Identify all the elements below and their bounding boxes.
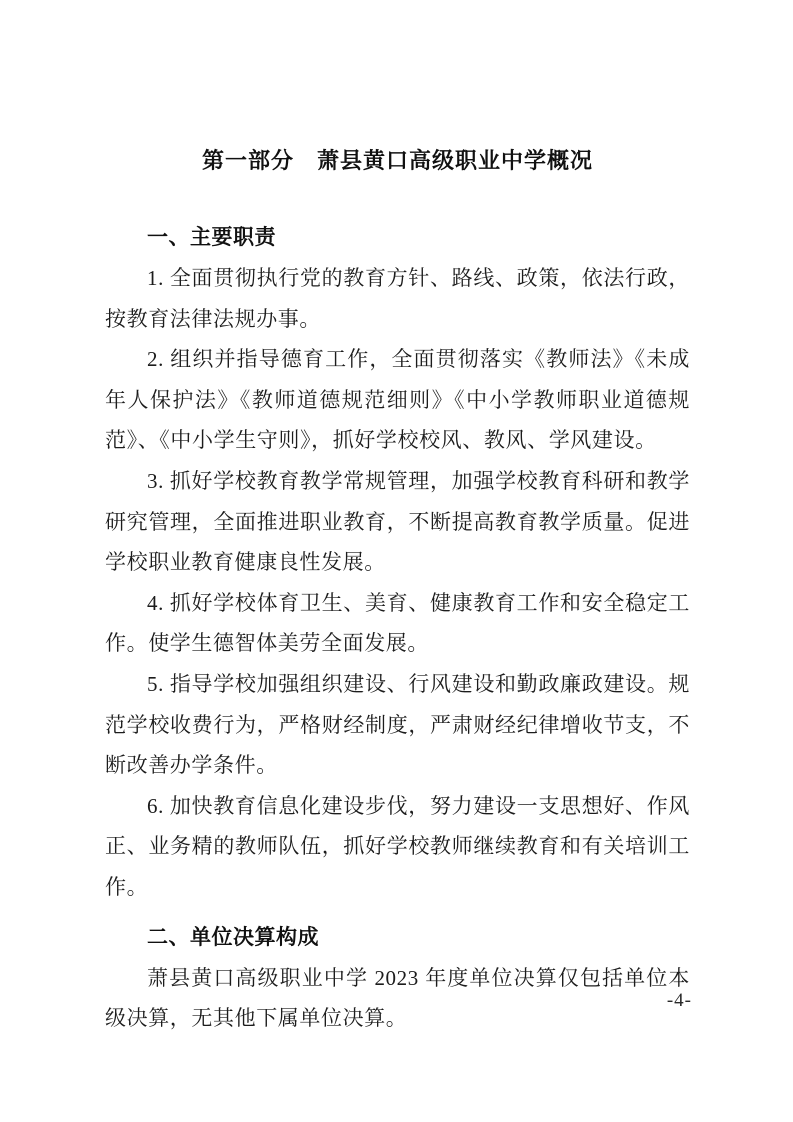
paragraph-composition-1: 萧县黄口高级职业中学 2023 年度单位决算仅包括单位本级决算，无其他下属单位决算。 (105, 965, 690, 1031)
page-number: -4- (666, 990, 692, 1011)
paragraph-duty-4: 4. 抓好学校体育卫生、美育、健康教育工作和安全稳定工作。使学生德智体美劳全面发展。 (105, 590, 690, 656)
document-title: 第一部分 萧县黄口高级职业中学概况 (201, 148, 593, 173)
section-heading-main-duties: 一、主要职责 (147, 226, 276, 249)
paragraph-duty-1: 1. 全面贯彻执行党的教育方针、路线、政策，依法行政，按教育法律法规办事。 (105, 266, 690, 331)
paragraph-duty-3: 3. 抓好学校教育教学常规管理，加强学校教育科研和教学研究管理，全面推进职业教育，不断提高教育教学质量。促进学校职业教育健康良性发展。 (105, 468, 690, 575)
paragraph-duty-2: 2. 组织并指导德育工作，全面贯彻落实《教师法》《未成年人保护法》《教师道德规范细则》《中小学教师职业道德规范》、《中小学生守则》，抓好学校校风、教风、学风建设。 (105, 347, 690, 453)
paragraph-duty-5: 5. 指导学校加强组织建设、行风建设和勤政廉政建设。规范学校收费行为，严格财经制度，严肃财经纪律增收节支，不断改善办学条件。 (105, 671, 690, 778)
paragraph-duty-6: 6. 加快教育信息化建设步伐，努力建设一支思想好、作风正、业务精的教师队伍，抓好学校教师继续教育和有关培训工作。 (105, 793, 690, 899)
section-heading-final-accounts-composition: 二、单位决算构成 (147, 925, 319, 949)
